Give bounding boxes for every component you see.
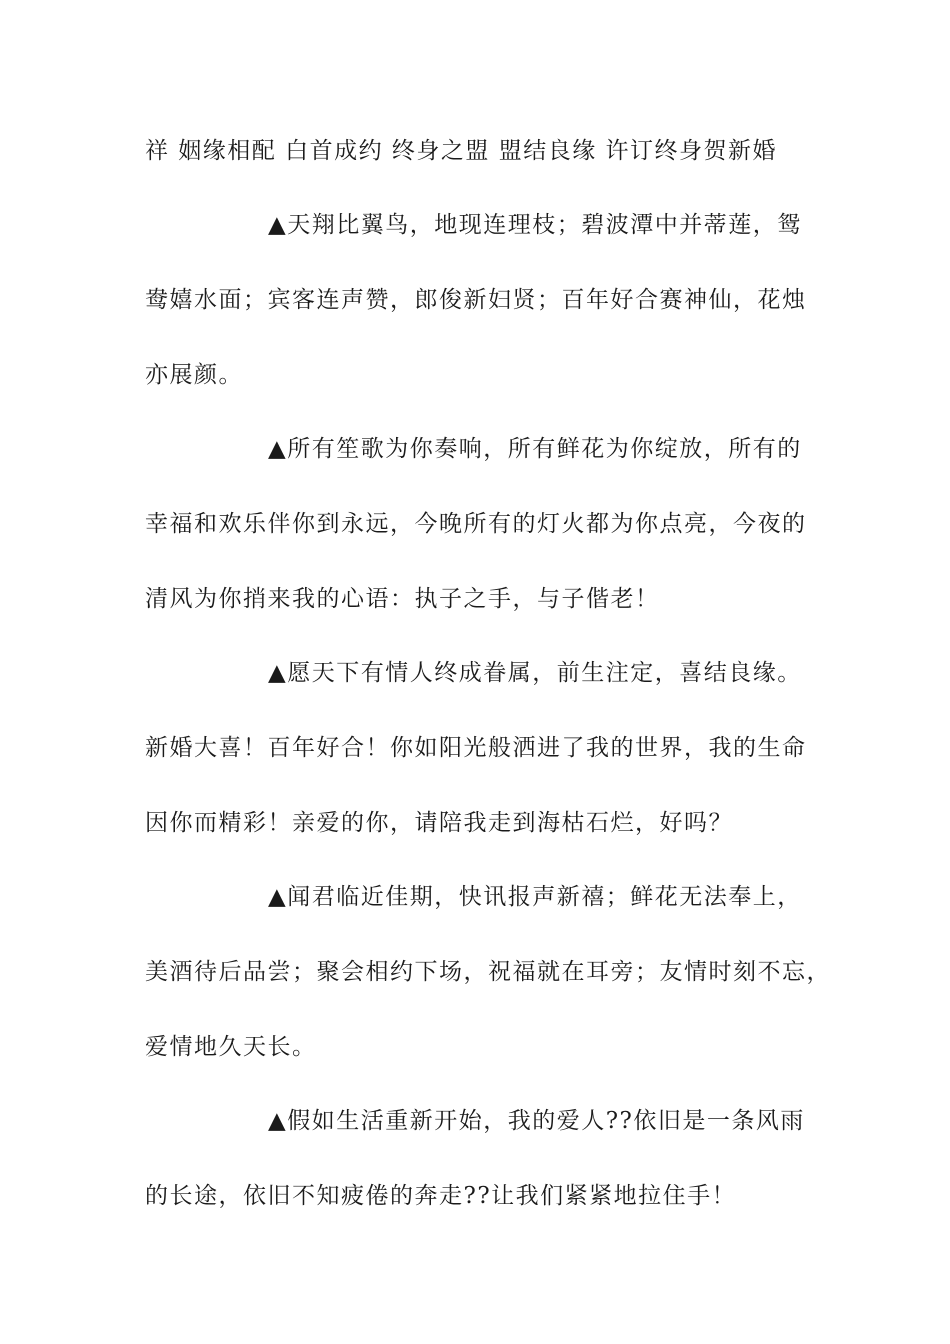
- text-line: 爱情地久天长。: [145, 1034, 317, 1060]
- paragraph-first-line: ▲天翔比翼鸟，地现连理枝；碧波潭中并蒂莲，鸳: [268, 212, 802, 238]
- paragraph-first-line: ▲所有笙歌为你奏响，所有鲜花为你绽放，所有的: [268, 436, 802, 462]
- text-line: 鸯嬉水面；宾客连声赞，郎俊新妇贤；百年好合赛神仙，花烛: [145, 287, 807, 313]
- text-line: 幸福和欢乐伴你到永远，今晚所有的灯火都为你点亮，今夜的: [145, 511, 807, 537]
- text-line: 清风为你捎来我的心语：执子之手，与子偕老！: [145, 586, 660, 612]
- text-line: 祥 姻缘相配 白首成约 终身之盟 盟结良缘 许订终身贺新婚: [145, 138, 778, 164]
- paragraph-first-line: ▲闻君临近佳期，快讯报声新禧；鲜花无法奉上，: [268, 884, 802, 910]
- text-line: 的长途，依旧不知疲倦的奔走??让我们紧紧地拉住手！: [145, 1183, 737, 1209]
- text-line: 因你而精彩！亲爱的你，请陪我走到海枯石烂，好吗？: [145, 810, 733, 836]
- text-line: 美酒待后品尝；聚会相约下场，祝福就在耳旁；友情时刻不忘，: [145, 959, 831, 985]
- paragraph-first-line: ▲假如生活重新开始，我的爱人??依旧是一条风雨: [268, 1108, 805, 1134]
- text-line: 新婚大喜！百年好合！你如阳光般洒进了我的世界，我的生命: [145, 735, 807, 761]
- paragraph-first-line: ▲愿天下有情人终成眷属，前生注定，喜结良缘。: [268, 660, 802, 686]
- text-line: 亦展颜。: [145, 362, 243, 388]
